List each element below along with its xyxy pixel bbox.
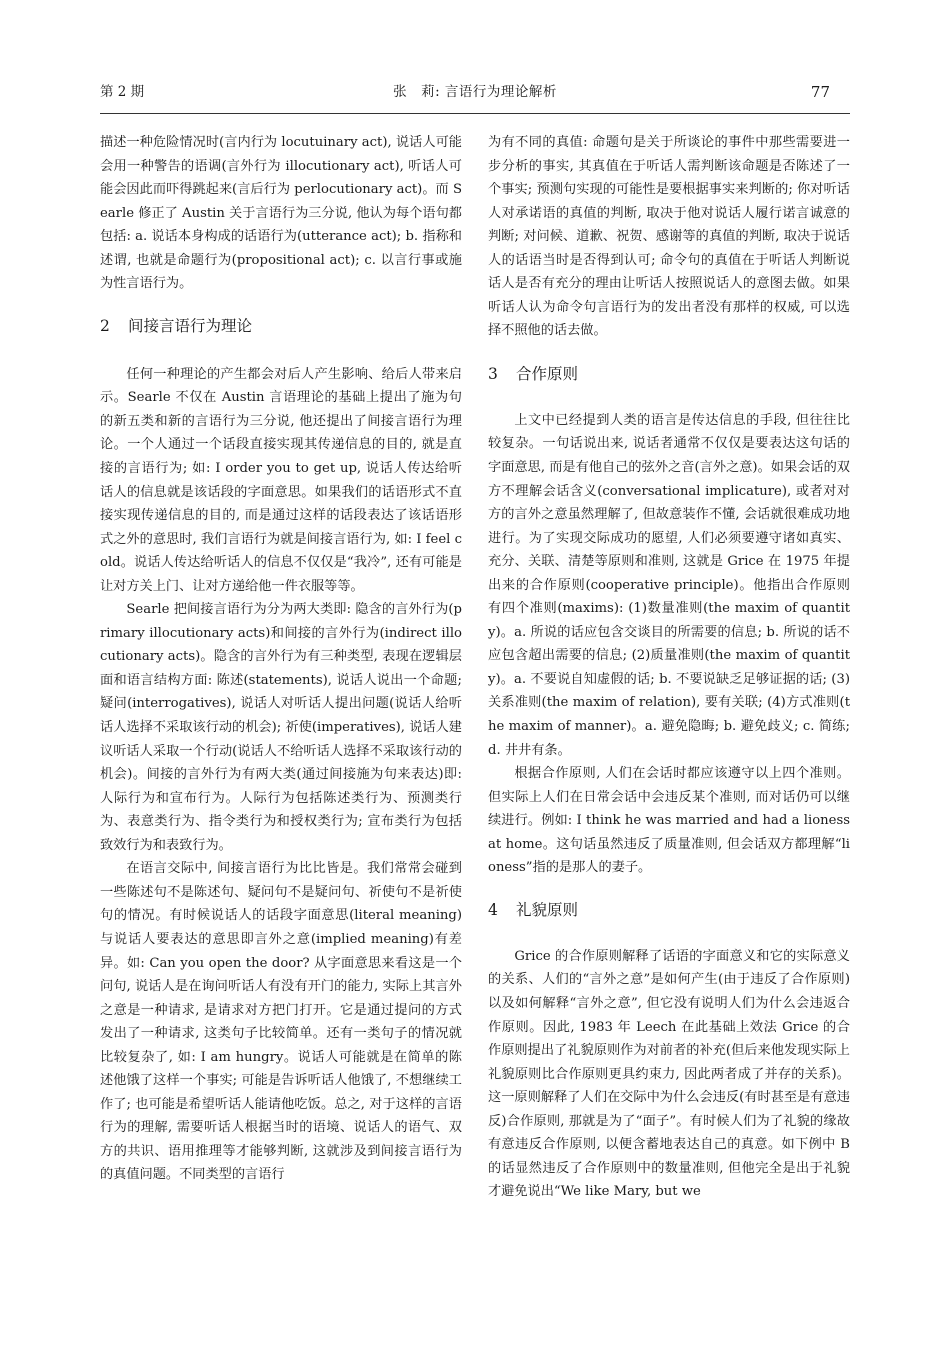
header-rule — [100, 113, 850, 114]
paragraph-intro: 描述一种危险情况时(言内行为 locutuinary act), 说话人可能会用一种警告的语调(言外行为 illocutionary act), 听话人可能会因此而吓得跳起来(言后行为 perlocutionary act)。而 Searle 修正了 Austin 关于言语行为三分说, 他认为每个语句都包括: a. 说话本身构成的话语行为(utterance act); b. 指称和述谓, 也就是命题行为(propositional act); c. 以言行事或施为性言语行为。 — [100, 135, 462, 292]
section-title: 合作原则 — [516, 365, 579, 384]
paragraph: 根据合作原则, 人们在会话时都应该遵守以上四个准则。但实际上人们在日常会话中会违反某个准则, 而对话仍可以继续进行。例如: I think he was married and had a lioness at home。这句话虽然违反了质量准则, 但会话双方都理解“lioness”指的是那人的妻子。 — [488, 766, 850, 876]
section-heading-3 — [488, 362, 850, 388]
running-title: 张 莉: 言语行为理论解析 — [393, 84, 557, 100]
section-number: 4 — [488, 901, 498, 920]
issue-number: 第 2 期 — [100, 84, 145, 100]
paragraph: Searle 把间接言语行为分为两大类即: 隐含的言外行为(primary illocutionary acts)和间接的言外行为(indirect illocutionary acts)。隐含的言外行为有三种类型, 表现在逻辑层面和语言结构方面: 陈述(statements), 说话人说出一个命题; 疑问(interrogatives), 说话人对听话人提出问题(说话人给听话人选择不采取该行动的机会); 祈使(imperatives), 说话人建议听话人采取一个行动(说话人不给听话人选择不采取该行动的机会)。间接的言外行为有两大类(通过间接施为句来表达)即: 人际行为和宣布行为。人际行为包括陈述类行为、预测类行为、表意类行为、指令类行为和授权类行为; 宣布类行为包括致效行为和表致行为。 — [100, 602, 462, 853]
page-number: 77 — [810, 83, 830, 101]
section-heading-4 — [488, 898, 850, 924]
paragraph-continued: 为有不同的真值: 命题句是关于所谈论的事件中那些需要进一步分析的事实, 其真值在于听话人需判断该命题是否陈述了一个事实; 预测句实现的可能性是要根据事实来判断的; 你对听话人对承诺语的真值的判断, 取决于他对说话人履行诺言诚意的判断; 对问候、道歉、祝贺、感谢等的真值的判断, 取决于说话人的话语当时是否得到认可; 命令句的真值在于听话人判断说话人是否有充分的理由让听话人按照说话人的意图去做。如果听话人认为命令句言语行为的发出者没有那样的权威, 可以选择不照他的话去做。 — [488, 135, 850, 339]
right-column — [488, 131, 850, 1204]
running-header — [100, 78, 850, 108]
paragraph: 上文中已经提到人类的语言是传达信息的手段, 但往往比较复杂。一句话说出来, 说话者通常不仅仅是要表达这句话的字面意思, 而是有他自己的弦外之音(言外之意)。如果会话的双方不理解会话含义(conversational implicature), 或者对对方的言外之意虽然理解了, 但故意装作不懂, 会话就很难成功地进行。为了实现交际成功的愿望, 人们必须要遵守诸如真实、充分、关联、清楚等原则和准则, 这就是 Grice 在 1975 年提出来的合作原则(cooperative principle)。他指出合作原则有四个准则(maxims): (1)数量准则(the maxim of quantity)。a. 所说的话应包含交谈目的所需要的信息; b. 所说的话不应包含超出需要的信息; (2)质量准则(the maxim of quantity)。a. 不要说自知虚假的话; b. 不要说缺乏足够证据的话; (3)关系准则(the maxim of relation), 要有关联; (4)方式准则(the maxim of manner)。a. 避免隐晦; b. 避免歧义; c. 简练; d. 井井有条。 — [488, 412, 850, 758]
section-number: 2 — [100, 317, 110, 336]
paragraph: 任何一种理论的产生都会对后人产生影响、给后人带来启示。Searle 不仅在 Austin 言语理论的基础上提出了施为句的新五类和新的言语行为三分说, 他还提出了间接言语行为理论。一个人通过一个话段直接实现其传递信息的目的, 就是直接的言语行为; 如: I order you to get up, 说话人传达给听话人的信息就是该话段的字面意思。如果我们的话语形式不直接实现传递信息的目的, 而是通过这样的话段表达了该话语形式之外的意思时, 我们言语行为就是间接言语行为, 如: I feel cold。说话人传达给听话人的信息不仅仅是“我冷”, 还有可能是让对方关上门、让对方递给他一件衣服等等。 — [100, 366, 462, 594]
left-column — [100, 131, 462, 1187]
paragraph: Grice 的合作原则解释了话语的字面意义和它的实际意义的关系、人们的“言外之意”是如何产生(由于违反了合作原则)以及如何解释“言外之意”, 但它没有说明人们为什么会违返合作原则。因此, 1983 年 Leech 在此基础上效法 Grice 的合作原则提出了礼貌原则作为对前者的补充(但后来他发现实际上礼貌原则比合作原则更具约束力, 因此两者成了并存的关系)。这一原则解释了人们在交际中为什么会违反(有时甚至是有意违反)合作原则, 那就是为了“面子”。有时候人们为了礼貌的缘故有意违反合作原则, 以便含蓄地表达自己的真意。如下例中 B 的话显然违反了合作原则中的数量准则, 但他完全是出于礼貌才避免说出“We like Mary, but we — [488, 948, 850, 1200]
section-number: 3 — [488, 365, 498, 384]
section-title: 间接言语行为理论 — [128, 317, 253, 336]
paragraph: 在语言交际中, 间接言语行为比比皆是。我们常常会碰到一些陈述句不是陈述句、疑问句不是疑问句、祈使句不是祈使句的情况。有时候说话人的话段字面意思(literal meaning)与说话人要表达的意思即言外之意(implied meaning)有差异。如: Can you open the door? 从字面意思来看这是一个问句, 说话人是在询问听话人有没有开门的能力, 实际上其言外之意是一种请求, 是请求对方把门打开。它是通过提问的方式发出了一种请求, 这类句子比较简单。还有一类句子的情况就比较复杂了, 如: I am hungry。说话人可能就是在简单的陈述他饿了这样一个事实; 可能是告诉听话人他饿了, 不想继续工作了; 也可能是希望听话人能请他吃饭。总之, 对于这样的言语行为的理解, 需要听话人根据当时的语境、说话人的语气、双方的共识、语用推理等才能够判断, 这就涉及到间接言语行为的真值问题。不同类型的言语行 — [100, 861, 462, 1183]
section-title: 礼貌原则 — [516, 901, 579, 920]
section-heading-2 — [100, 314, 462, 340]
